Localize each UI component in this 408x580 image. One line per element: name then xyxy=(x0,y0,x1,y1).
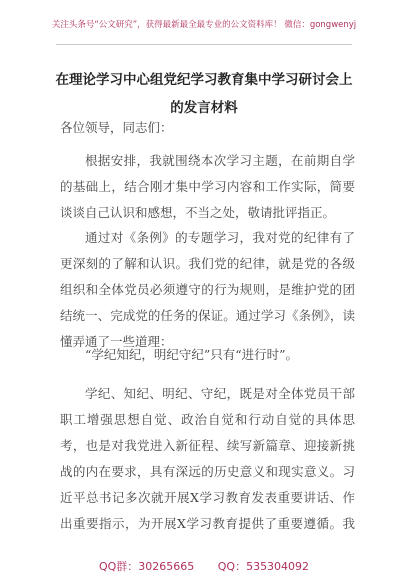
footer-qq-group: QQ群：30265665 xyxy=(98,560,195,573)
header-divider xyxy=(56,44,352,45)
footer-qq: QQ：535304092 xyxy=(217,560,310,573)
document-title: 在理论学习中心组党纪学习教育集中学习研讨会上的发言材料 xyxy=(55,72,353,116)
paragraph-2: 通过对《条例》的专题学习，我对党的纪律有了更深刻的了解和认识。我们党的纪律，就是党的各级组织和全体党员必须遵守的行为规则，是维护党的团结统一、完成党的任务的保证。通过学习《条例》，读懂弄通了一些道理： xyxy=(60,230,355,349)
header-banner: 关注头条号“公文研究”，获得最新最全最专业的公文资料库！ 微信：gongwenyj xyxy=(51,20,357,30)
paragraph-3: “学纪知纪，明纪守纪”只有“进行时”。 xyxy=(85,347,299,362)
footer-contact xyxy=(0,558,408,574)
paragraph-4: 学纪、知纪、明纪、守纪，既是对全体党员干部职工增强思想自觉、政治自觉和行动自觉的具体思考，也是对我党进入新征程、续写新篇章、迎接新挑战的内在要求，具有深远的历史意义和现实意义。习近平总书记多次就开展X学习教育发表重要讲话、作出重要指示，为开展X学习教育提供了重要遵循。我 xyxy=(60,386,355,531)
salutation: 各位领导，同志们： xyxy=(60,120,173,135)
paragraph-1: 根据安排，我就围绕本次学习主题，在前期自学的基础上，结合刚才集中学习内容和工作实际，简要谈谈自己认识和感想，不当之处，敬请批评指正。 xyxy=(60,153,355,220)
